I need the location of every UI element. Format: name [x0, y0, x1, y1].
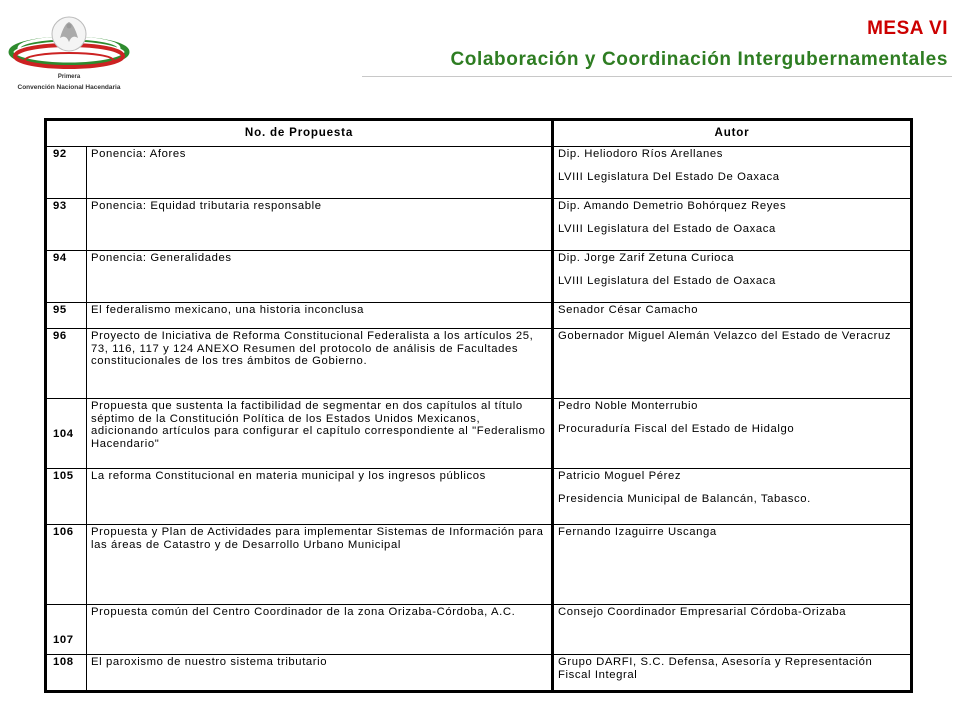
proposal-number: 105: [47, 469, 87, 525]
col-header-propuesta: No. de Propuesta: [47, 121, 553, 147]
logo-line-primera: Primera: [57, 74, 81, 80]
author-name: Dip. Jorge Zarif Zetuna Curioca: [558, 252, 735, 264]
table-row: [47, 655, 911, 691]
proposal-number: 104: [47, 399, 87, 469]
proposal-title: Ponencia: Equidad tributaria responsable: [87, 199, 553, 251]
proposal-title: El paroxismo de nuestro sistema tributario: [87, 655, 553, 691]
proposal-title: Ponencia: Afores: [87, 147, 553, 199]
table-row: [47, 469, 911, 525]
mesa-title: MESA VI: [867, 18, 948, 39]
convention-logo: [6, 12, 132, 96]
author-affiliation: Procuraduría Fiscal del Estado de Hidalgo: [558, 422, 795, 435]
proposal-number: 92: [47, 147, 87, 199]
col-header-autor: Autor: [553, 121, 911, 147]
proposal-title: Propuesta común del Centro Coordinador de la zona Orizaba-Córdoba, A.C.: [87, 605, 553, 655]
proposal-number: 96: [47, 329, 87, 399]
proposal-title: Propuesta y Plan de Actividades para implementar Sistemas de Información para las áreas de Catastro y de Desarrollo Urbano Municipal: [87, 525, 553, 605]
author-affiliation: LVIII Legislatura del Estado de Oaxaca: [558, 274, 776, 287]
author-affiliation: LVIII Legislatura del Estado de Oaxaca: [558, 222, 776, 235]
proposal-title: Propuesta que sustenta la factibilidad de segmentar en dos capítulos al título séptimo de la Constitución Política de los Estados Unidos Mexicanos, adicionando artículos para configurar el capítulo correspondiente al "Federalismo Hacendario": [87, 399, 553, 469]
proposal-author: [553, 655, 911, 691]
mesa-subtitle: Colaboración y Coordinación Intergubernamentales: [450, 49, 948, 70]
author-name: Senador César Camacho: [558, 304, 699, 316]
author-name: Fernando Izaguirre Uscanga: [558, 526, 717, 538]
proposal-author: [553, 605, 911, 655]
author-name: Patricio Moguel Pérez: [558, 470, 682, 482]
proposal-author: [553, 469, 911, 525]
proposal-author: [553, 147, 911, 199]
proposal-number: 94: [47, 251, 87, 303]
proposal-number: 93: [47, 199, 87, 251]
author-name: Dip. Heliodoro Ríos Arellanes: [558, 148, 723, 160]
table-row: [47, 199, 911, 251]
proposal-number: 95: [47, 303, 87, 329]
proposal-author: [553, 251, 911, 303]
table-header-row: [47, 121, 911, 147]
proposal-number: 106: [47, 525, 87, 605]
proposal-author: [553, 329, 911, 399]
proposals-table: [44, 118, 913, 693]
header-divider: [362, 76, 952, 77]
author-name: Pedro Noble Monterrubio: [558, 400, 699, 412]
author-affiliation: LVIII Legislatura Del Estado De Oaxaca: [558, 170, 780, 183]
table-row: [47, 251, 911, 303]
proposal-author: [553, 399, 911, 469]
logo-line-convention: Convención Nacional Hacendaria: [17, 84, 121, 91]
proposal-title: El federalismo mexicano, una historia inconclusa: [87, 303, 553, 329]
table-row: [47, 605, 911, 655]
author-affiliation: Presidencia Municipal de Balancán, Tabasco.: [558, 492, 811, 505]
proposal-number: 108: [47, 655, 87, 691]
table-row: [47, 329, 911, 399]
author-name: Gobernador Miguel Alemán Velazco del Estado de Veracruz: [558, 330, 892, 342]
eagle-emblem-icon: [6, 12, 132, 72]
proposal-title: Ponencia: Generalidades: [87, 251, 553, 303]
author-name: Dip. Amando Demetrio Bohórquez Reyes: [558, 200, 787, 212]
table-row: [47, 399, 911, 469]
author-name: Consejo Coordinador Empresarial Córdoba-Orizaba: [558, 606, 847, 618]
proposal-title: Proyecto de Iniciativa de Reforma Constitucional Federalista a los artículos 25, 73, 116, 117 y 124 ANEXO Resumen del protocolo de análisis de Facultades constitucionales de los tres ámbitos de Gobierno.: [87, 329, 553, 399]
table-row: [47, 147, 911, 199]
proposal-author: [553, 303, 911, 329]
table-row: [47, 303, 911, 329]
proposal-author: [553, 199, 911, 251]
table-row: [47, 525, 911, 605]
proposal-author: [553, 525, 911, 605]
proposal-number: 107: [47, 605, 87, 655]
proposal-title: La reforma Constitucional en materia municipal y los ingresos públicos: [87, 469, 553, 525]
author-name: Grupo DARFI, S.C. Defensa, Asesoría y Representación Fiscal Integral: [558, 656, 873, 681]
